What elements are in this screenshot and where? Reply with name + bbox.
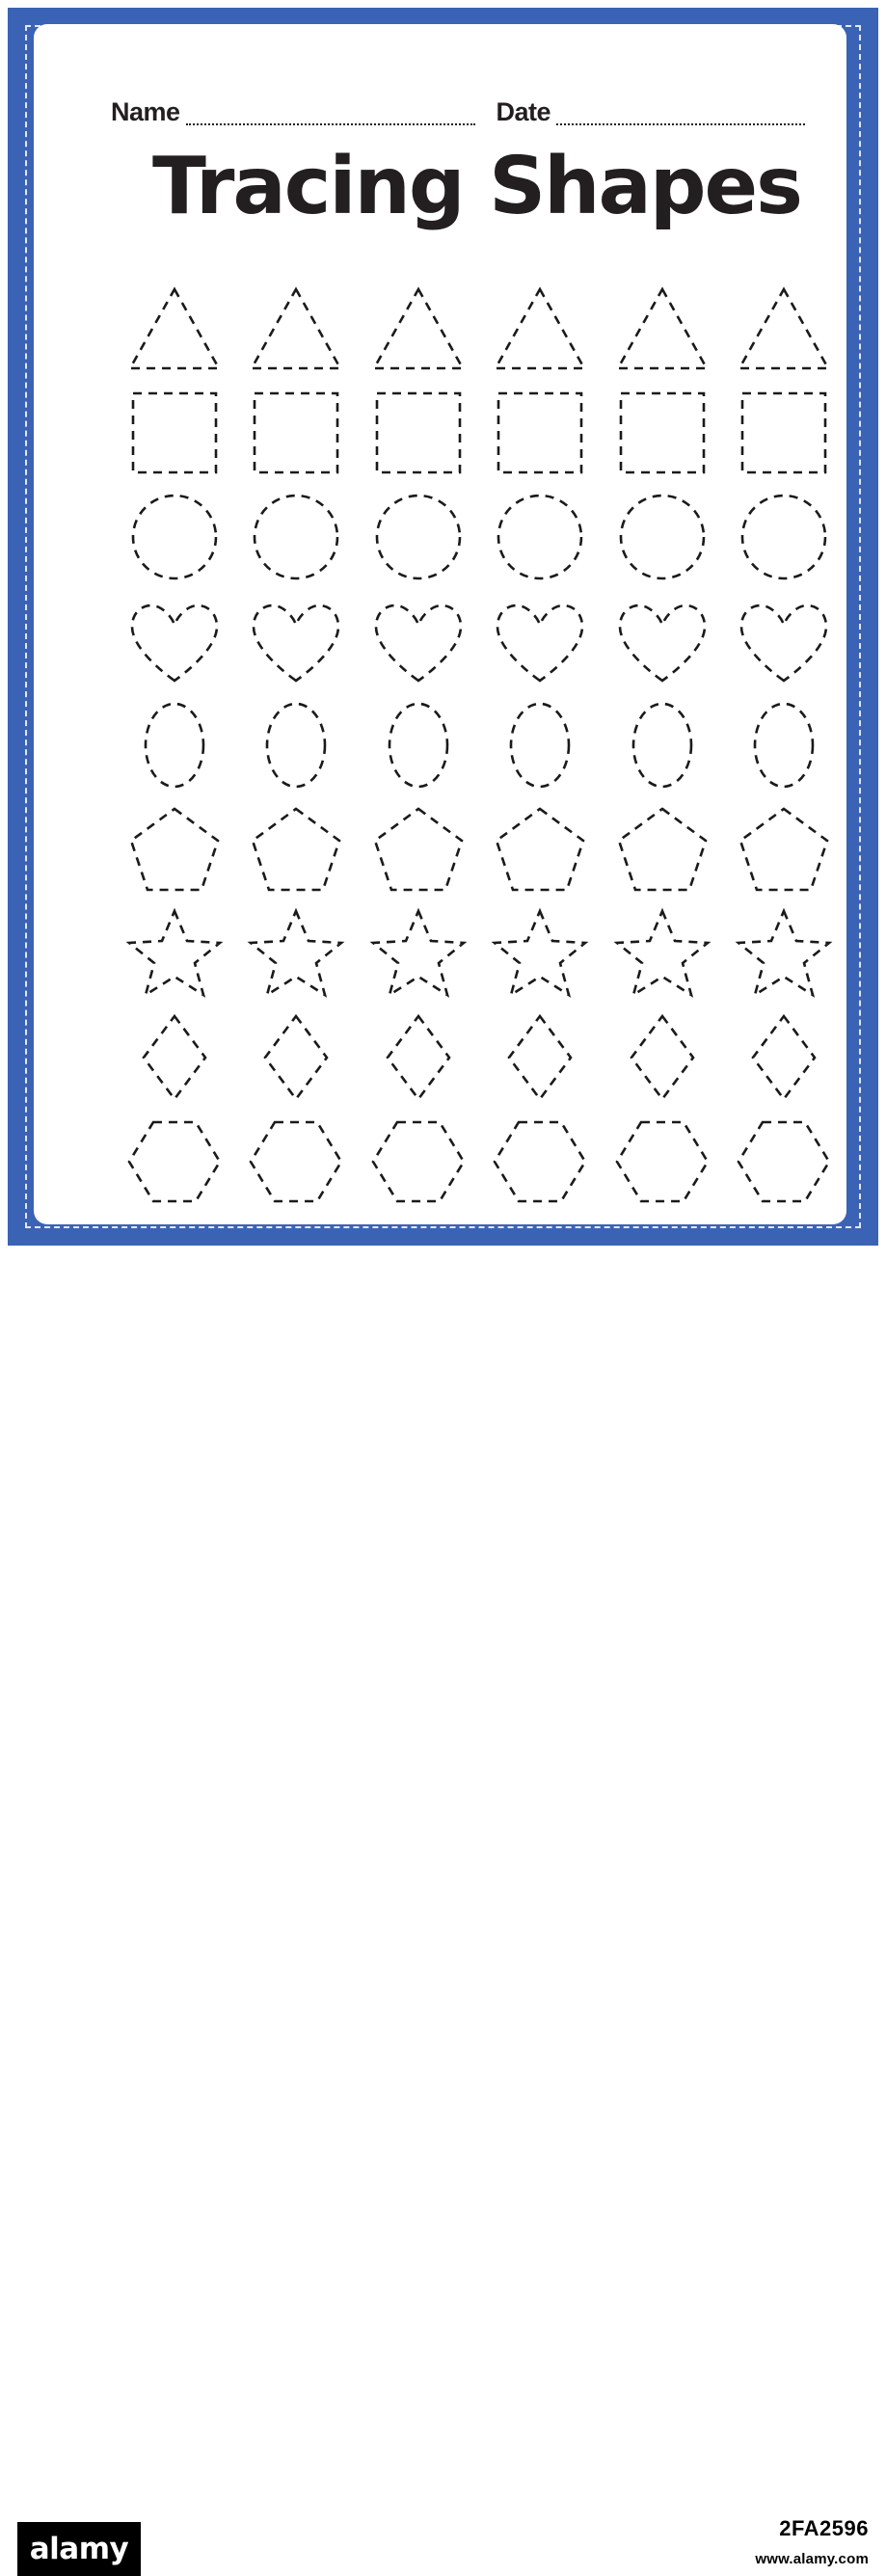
name-date-row [111,85,873,125]
trace-shape-diamond[interactable] [119,1007,230,1108]
trace-shape-diamond[interactable] [606,1007,718,1108]
trace-shape-pentagon[interactable] [484,799,596,899]
trace-shape-heart[interactable] [728,591,840,691]
date-label: Date [496,97,551,126]
trace-shape-oval[interactable] [362,695,474,795]
trace-shape-pentagon[interactable] [728,799,840,899]
page-title: Tracing Shapes [152,141,801,232]
trace-shape-triangle[interactable] [606,279,718,379]
paper-card [34,24,846,1224]
trace-shape-triangle[interactable] [119,279,230,379]
trace-shape-hexagon[interactable] [240,1112,352,1212]
trace-shape-diamond[interactable] [362,1007,474,1108]
trace-shape-star[interactable] [119,903,230,1004]
trace-shape-square[interactable] [362,383,474,483]
square-row [119,381,840,485]
trace-shape-pentagon[interactable] [362,799,474,899]
name-field-group[interactable] [111,99,475,125]
stock-photo-footer [0,1253,886,2567]
trace-shape-diamond[interactable] [484,1007,596,1108]
trace-shape-pentagon[interactable] [119,799,230,899]
trace-shape-triangle[interactable] [240,279,352,379]
trace-shape-hexagon[interactable] [119,1112,230,1212]
trace-shape-star[interactable] [606,903,718,1004]
trace-shape-star[interactable] [728,903,840,1004]
star-row [119,901,840,1006]
name-input-line[interactable] [186,106,475,125]
image-id: 2FA2596 [779,2516,869,2540]
trace-shape-hexagon[interactable] [606,1112,718,1212]
trace-shape-circle[interactable] [728,487,840,587]
trace-shape-circle[interactable] [606,487,718,587]
tracing-shapes-worksheet [0,0,886,1253]
trace-shape-heart[interactable] [606,591,718,691]
trace-shape-pentagon[interactable] [240,799,352,899]
circle-row [119,485,840,589]
trace-shape-circle[interactable] [362,487,474,587]
alamy-logo: alamy [17,2522,141,2576]
website-url: www.alamy.com [755,2551,869,2567]
trace-shape-diamond[interactable] [728,1007,840,1108]
trace-shape-oval[interactable] [240,695,352,795]
trace-shape-oval[interactable] [728,695,840,795]
trace-shape-oval[interactable] [606,695,718,795]
trace-shape-hexagon[interactable] [728,1112,840,1212]
trace-shape-circle[interactable] [240,487,352,587]
trace-shape-oval[interactable] [119,695,230,795]
trace-shape-diamond[interactable] [240,1007,352,1108]
trace-shape-square[interactable] [728,383,840,483]
trace-shape-square[interactable] [484,383,596,483]
trace-shape-heart[interactable] [484,591,596,691]
trace-shape-star[interactable] [484,903,596,1004]
triangle-row [119,277,840,381]
trace-shape-square[interactable] [119,383,230,483]
trace-shape-triangle[interactable] [362,279,474,379]
date-field-group[interactable] [497,99,806,125]
trace-shape-star[interactable] [362,903,474,1004]
trace-shape-triangle[interactable] [484,279,596,379]
oval-row [119,693,840,797]
trace-shape-heart[interactable] [362,591,474,691]
pentagon-row [119,797,840,901]
trace-shape-pentagon[interactable] [606,799,718,899]
name-label: Name [111,97,180,126]
trace-shape-square[interactable] [240,383,352,483]
trace-shape-triangle[interactable] [728,279,840,379]
trace-shape-heart[interactable] [240,591,352,691]
trace-shape-hexagon[interactable] [362,1112,474,1212]
diamond-row [119,1006,840,1110]
hexagon-row [119,1110,840,1214]
trace-shape-star[interactable] [240,903,352,1004]
date-input-line[interactable] [556,106,805,125]
heart-row [119,589,840,693]
trace-shape-square[interactable] [606,383,718,483]
trace-shape-circle[interactable] [119,487,230,587]
trace-shape-hexagon[interactable] [484,1112,596,1212]
trace-shape-heart[interactable] [119,591,230,691]
trace-shape-circle[interactable] [484,487,596,587]
shapes-grid [119,277,840,1217]
trace-shape-oval[interactable] [484,695,596,795]
